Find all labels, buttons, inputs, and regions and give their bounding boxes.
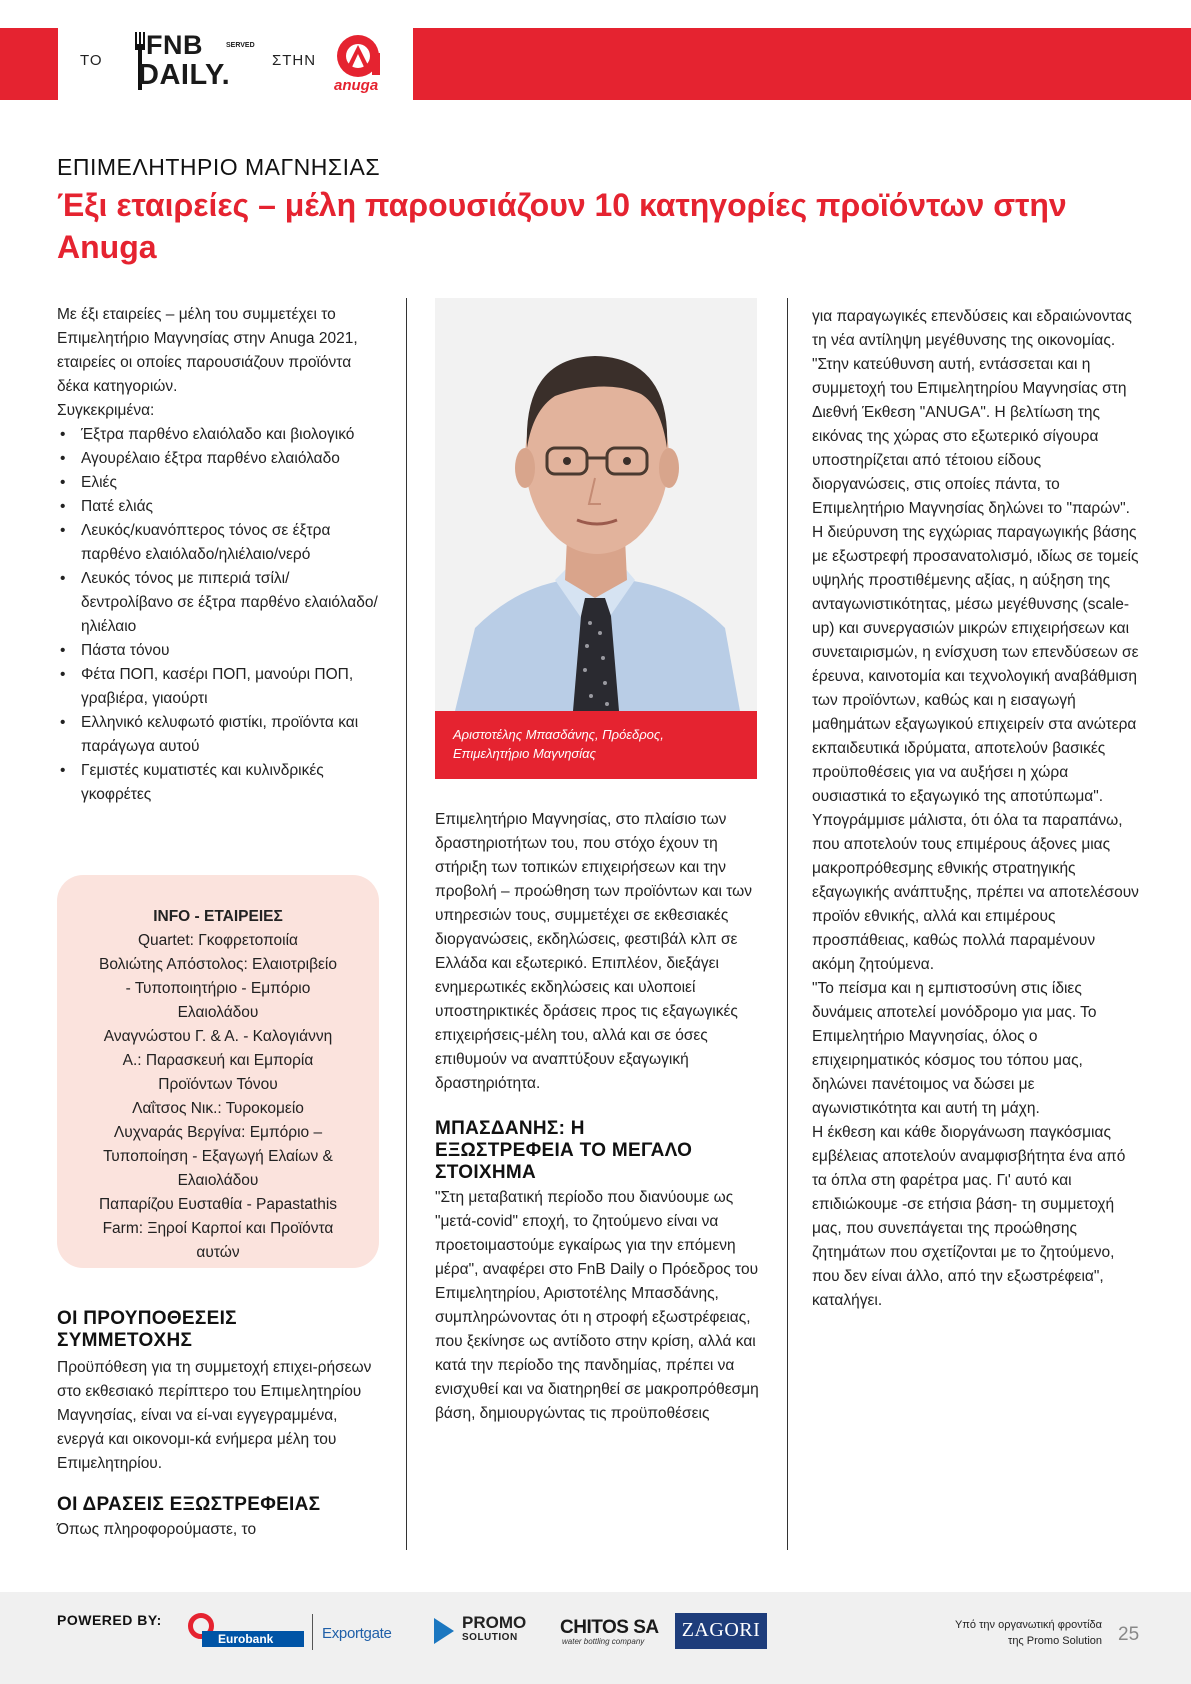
info-line: Αναγνώστου Γ. & Α. - Καλογιάννη [103,1028,333,1045]
column-3-paragraph: "Το πείσμα και η εμπιστοσύνη στις ίδιες δυνάμεις αποτελεί μονόδρομο για μας. Το Επιμελητήριο Μαγνησίας, όλος ο επιχειρηματικός κόσμος του τόπου μας, δηλώνει πανέτοιμος να δώσει με αγωνιστικότητα και αυτή τη μάχη. [812,980,1097,1117]
fnb-logo-line1: FNB [146,30,203,60]
outreach-paragraph: Όπως πληροφορούμαστε, το [57,1521,257,1538]
info-line: Προϊόντων Τόνου [158,1076,278,1093]
header-red-band-right [413,28,1191,100]
chitos-logo-tagline: water bottling company [562,1637,645,1646]
subheading-outreach: ΟΙ ΔΡΑΣΕΙΣ ΕΞΩΣΤΡΕΦΕΙΑΣ [57,1494,321,1515]
anuga-a-icon [328,33,390,81]
intro-paragraph: Με έξι εταιρείες – μέλη του συμμετέχει το Επιμελητήριο Μαγνησίας στην Anuga 2021, εταιρείες οι οποίες παρουσιάζουν προϊόντα δέκα κατηγοριών. [57,306,358,395]
column-3-paragraph: Η έκθεση και κάθε διοργάνωση παγκόσμιας εμβέλειας αποτελούν αναμφισβήτητα ένα από τα όπλα στη φαρέτρα μας. Γι' αυτό και επιδιώκουμε -σε ετήσια βάση- τη συμμετοχή μας, που συνεπάγεται της προώθησης ζητημάτων που σχετίζονται με το ζητούμενο, που δεν είναι άλλο, από την εξωστρέφεια", καταλήγει. [812,1124,1126,1309]
header-to-label: ΤΟ [80,52,103,69]
column-3 [812,305,1142,1313]
article-kicker: ΕΠΙΜΕΛΗΤΗΡΙΟ ΜΑΓΝΗΣΙΑΣ [57,154,381,180]
info-line: - Τυποποιητήριο - Εμπόριο [125,980,311,997]
info-line: Α.: Παρασκευή και Εμπορία [122,1052,314,1069]
info-line: Τυποποίηση - Εξαγωγή Ελαίων & [103,1148,333,1165]
header-stin-label: ΣΤΗΝ [272,52,317,69]
info-line: Quartet: Γκοφρετοποιία [137,932,299,949]
promo-arrow-icon [434,1618,454,1644]
chitos-logo: CHITOS SA [560,1617,659,1638]
anuga-logo [328,33,390,95]
column-divider-right [787,298,788,1550]
list-item: • Πατέ ελιάς [57,495,382,519]
list-item: • Έξτρα παρθένο ελαιόλαδο και βιολογικό [57,423,382,447]
list-item: • Πάστα τόνου [57,639,382,663]
zagori-logo: ZAGORI [675,1613,767,1649]
column-1-lower [57,1308,382,1542]
fnb-logo-served: SERVED [226,42,255,49]
info-line: Farm: Ξηροί Καρποί και Προϊόντα [102,1220,334,1237]
fnb-daily-logo [134,30,254,94]
header-red-band-left [0,28,58,100]
info-line: Ελαιολάδου [177,1004,259,1021]
eurobank-logo [188,1611,306,1651]
photo-caption: Αριστοτέλης Μπασδάνης, Πρόεδρος, Επιμελητήριο Μαγνησίας [435,711,757,779]
basdanis-quote-paragraph: "Στη μεταβατική περίοδο που διανύουμε ως "μετά-covid" εποχή, το ζητούμενο είναι να προετοιμαστούμε εγκαίρως για την επόμενη μέρα", αναφέρει στο FnB Daily ο Πρόεδρος του Επιμελητηρίου, Αριστοτέλης Μπασδάνης, συμπληρώνοντας ότι η στροφή εξωστρέφειας, που ξεκίνησε ως αντίδοτο στην κρίση, αλλά και κατά την περίοδο της πανδημίας, πρέπει να ενισχυθεί και να διατηρηθεί σε μακροπρόθεσμη βάση, δημιουργώντας τις προϋποθέσεις [435,1189,759,1422]
page-number: 25 [1118,1624,1140,1645]
info-line: Λυχναράς Βεργίνα: Εμπόριο – [113,1124,323,1141]
eurobank-logo-text: Eurobank [202,1631,304,1647]
column-1 [57,303,382,807]
promo-logo-word1: PROMO [462,1613,527,1632]
specifically-label: Συγκεκριμένα: [57,402,155,419]
credit-line: της Promo Solution [1007,1635,1102,1647]
product-category-list [57,423,382,807]
portrait-illustration [435,298,757,711]
president-portrait-photo [435,298,757,711]
list-item: • Γεμιστές κυματιστές και κυλινδρικές γκοφρέτες [57,759,382,807]
list-item: • Φέτα ΠΟΠ, κασέρι ΠΟΠ, μανούρι ΠΟΠ, γραβιέρα, γιαούρτι [57,663,382,711]
list-item: • Λευκός τόνος με πιπεριά τσίλι/ δεντρολίβανο σε έξτρα παρθένο ελαιόλαδο/ηλιέλαιο [57,567,382,639]
fnb-logo-line2: DAILY. [138,59,231,91]
info-line: Ελαιολάδου [177,1172,259,1189]
info-line: Βολιώτης Απόστολος: Ελαιοτριβείο [98,956,337,973]
credit-line: Υπό την οργανωτική φροντίδα [954,1619,1102,1631]
column-2-paragraph: Επιμελητήριο Μαγνησίας, στο πλαίσιο των δραστηριοτήτων του, που στόχο έχουν τη στήριξη των τοπικών επιχειρήσεων και την προβολή – προώθηση των προϊόντων και των υπηρεσιών τους, συμμετέχει σε εκθεσιακές διοργανώσεις, εκδηλώσεις, φεστιβάλ κλπ σε Ελλάδα και εξωτερικό. Επιπλέον, διεξάγει ενημερωτικές εκδηλώσεις και υλοποιεί υποστηρικτικές δράσεις προς τις εξαγωγικές επιχειρήσεις-μέλη του, αλλά και σε όσες επιθυμούν να αναπτύξουν εξαγωγική δραστηριότητα. [435,811,753,1092]
powered-by-label: POWERED BY: [57,1612,162,1628]
list-item: • Αγουρέλαιο έξτρα παρθένο ελαιόλαδο [57,447,382,471]
exportgate-logo: Exportgate [322,1625,392,1642]
info-companies-box [57,875,379,1268]
subheading-participation: ΟΙ ΠΡΟΥΠΟΘΕΣΕΙΣ ΣΥΜΜΕΤΟΧΗΣ [57,1308,237,1351]
footer-logo-separator [312,1614,313,1650]
info-line: αυτών [196,1244,240,1261]
article-headline: Έξι εταιρείες – μέλη παρουσιάζουν 10 κατηγορίες προϊόντων στην Anuga [57,187,1067,265]
list-item: • Λευκός/κυανόπτερος τόνος σε έξτρα παρθένο ελαιόλαδο/ηλιέλαιο/νερό [57,519,382,567]
anuga-logo-word: anuga [334,77,379,94]
info-line: Παπαρίζου Ευσταθία - Papastathis [98,1196,338,1213]
subheading-basdanis: ΜΠΑΣΔΑΝΗΣ: Η ΕΞΩΣΤΡΕΦΕΙΑ ΤΟ ΜΕΓΑΛΟ ΣΤΟΙΧΗΜΑ [435,1118,693,1183]
organizer-credit [880,1617,1102,1649]
list-item: • Ελληνικό κελυφωτό φιστίκι, προϊόντα και παράγωγα αυτού [57,711,382,759]
promo-logo-word2: SOLUTION [462,1632,518,1643]
column-3-paragraph: για παραγωγικές επενδύσεις και εδραιώνοντας τη νέα αντίληψη μεγέθυνσης της οικονομίας. [812,308,1132,349]
info-box-title: INFO - ΕΤΑΙΡΕΙΕΣ [153,908,283,925]
column-divider-left [406,298,407,1550]
info-line: Λαΐτσος Νικ.: Τυροκομείο [132,1100,304,1117]
promo-solution-logo [434,1614,534,1650]
list-item: • Ελιές [57,471,382,495]
participation-paragraph: Προϋπόθεση για τη συμμετοχή επιχει-ρήσεων στο εκθεσιακό περίπτερο του Επιμελητηρίου Μαγνησίας, είναι να εί-ναι εγγεγραμμένα, ενεργά και οικονομι-κά ενήμερα μέλη του Επιμελητηρίου. [57,1359,372,1472]
column-3-paragraph: Υπογράμμισε μάλιστα, ότι όλα τα παραπάνω, που αποτελούν τους επιμέρους άξονες μιας μακροπρόθεσμης εθνικής στρατηγικής εξαγωγικής ανάπτυξης, πρέπει να αποτελέσουν προϊόν εθνικής, αλλά και επιμέρους προσπάθειας, καθώς πολλά παραμένουν ακόμη ζητούμενα. [812,812,1139,973]
column-3-paragraph: "Στην κατεύθυνση αυτή, εντάσσεται και η συμμετοχή του Επιμελητηρίου Μαγνησίας στη Διεθνή Έκθεση "ANUGA". Η βελτίωση της εικόνας της χώρας στο εξωτερικό σίγουρα υποστηρίζεται από τέτοιου είδους διοργανώσεις, στις οποίες πάντα, το Επιμελητήριο Μαγνησίας δηλώνει το "παρών". Η διεύρυνση της εγχώριας παραγωγικής βάσης με εξωστρεφή προσανατολισμό, ιδίως σε τομείς υψηλής προστιθέμενης αξίας, η αύξηση της ανταγωνιστικότητας, μέσω μεγέθυνσης (scale-up) και συνεργασιών μικρών επιχειρήσεων και συνεταιρισμών, η ενίσχυση των επενδύσεων σε έρευνα, καινοτομία και τεχνολογική αναβάθμιση των προϊόντων, καθώς και η εισαγωγή μαθημάτων εξαγωγικού επιχειρείν στα ανώτερα εκπαιδευτικά ιδρύματα, αποτελούν βασικές προϋποθέσεις για να αυξήσει η χώρα ουσιαστικά το εξαγωγικό της αποτύπωμα". [812,356,1139,805]
column-2 [435,808,760,1426]
